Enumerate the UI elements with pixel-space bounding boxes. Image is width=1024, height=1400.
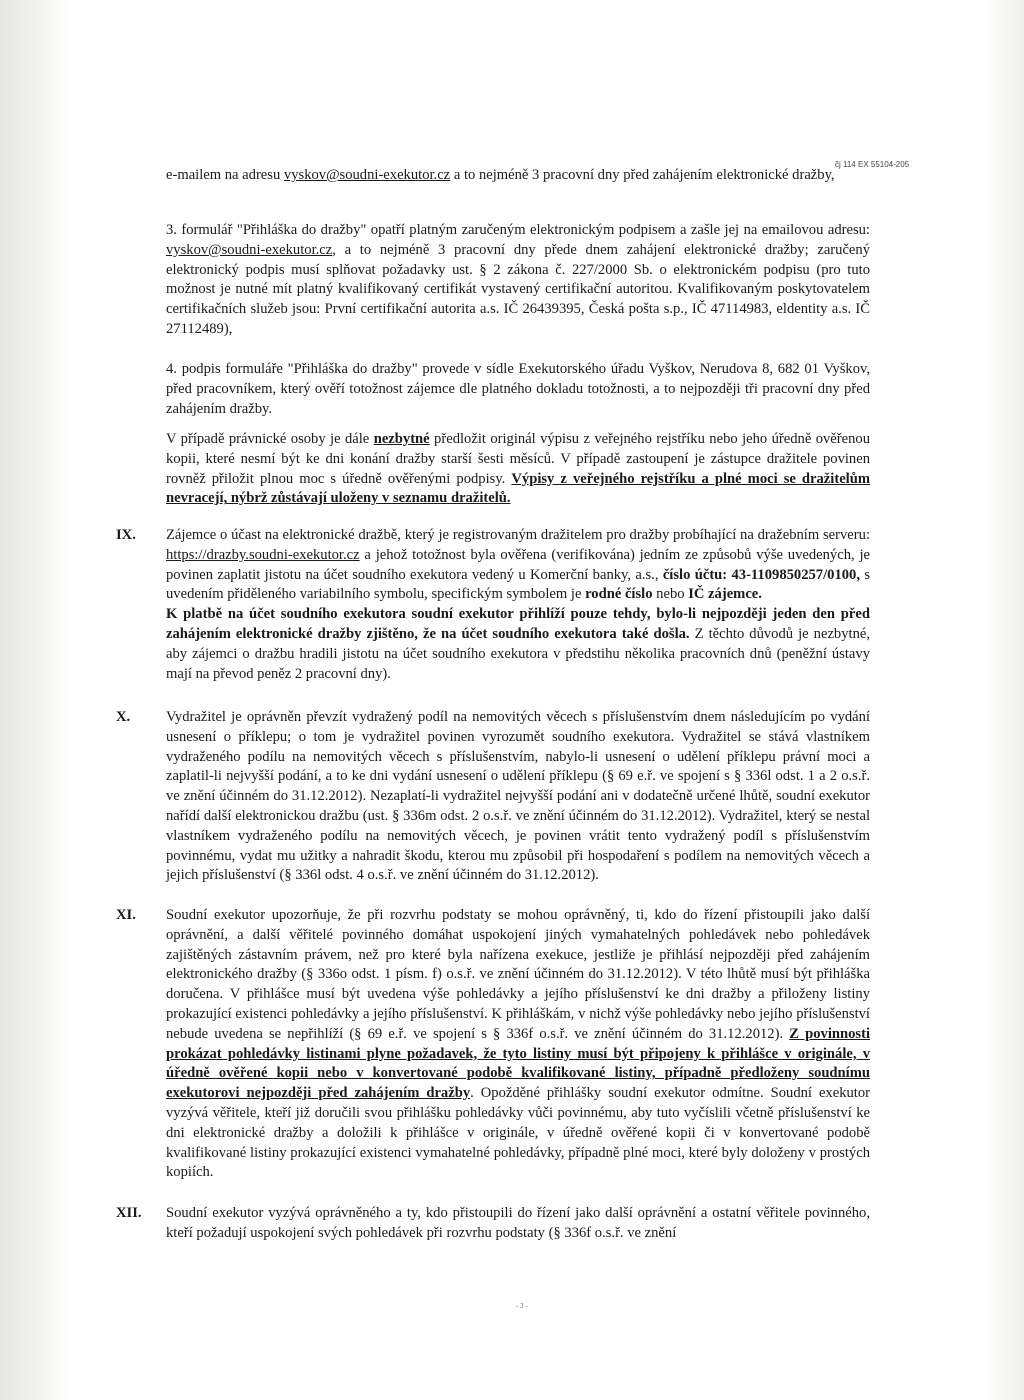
email-link[interactable]: vyskov@soudni-exekutor.cz xyxy=(166,241,333,258)
scan-edge-right xyxy=(984,0,1024,1400)
page-number: - 3 - xyxy=(516,1302,528,1310)
section-number-x: X. xyxy=(116,709,131,725)
section-xi-text: Soudní exekutor upozorňuje, že při rozvrhu podstaty se mohou oprávněný, ti, kdo do řízení přistoupili jako další oprávnění, a další věřitelé povinného domáhat uspokojení jiných vymahatelných pohledávek nebo pohledávek zajištěných zástavním právem, než pro které byla nařízena exekuce, jestliže je přihlásí nejpozději před zahájením elektronického dražby (§ 336o odst. 1 písm. f) o.s.ř. ve znění účinném do 31.12.2012). V této lhůtě musí být přihláška doručena. V přihlášce musí být uvedena výše pohledávky a jejího příslušenství ke dni dražby a přiloženy listiny prokazující existenci pohledávky a jejího příslušenství. K přihláškám, v nichž výše pohledávky nebo jejího příslušenství nebude uvedena se nepřihlíží (§ 69 e.ř. ve spojení s § 336f o.s.ř. ve znění účinném do 31.12.2012). Z povinnosti prokázat pohledávky listinami plyne požadavek, že tyto listiny musí být připojeny k přihlášce v originále, v úředně ověřené kopii nebo v konvertované podobě kvalifikované listiny, případně předloženy soudnímu exekutorovi nejpozději před zahájením dražby. Opožděné přihlášky soudní exekutor odmítne. Soudní exekutor vyzývá věřitele, kteří již doručili svou přihlášku pohledávky vůči povinnému, aby tuto vyčíslili včetně příslušenství ke dni elektronické dražby a doložili k přihlášce v originále, v úředně ověřené kopii či v konvertované podobě kvalifikované listiny prokazující existenci vymahatelné pohledávky, případně plné moci, které byly doloženy v prostých kopiích. xyxy=(166,907,871,1181)
paragraph-legal-entity: V případě právnické osoby je dále nezbytné předložit originál výpisu z veřejného rejstříku nebo jeho úředně ověřenou kopii, které nesmí být ke dni konání dražby starší šesti měsíců. V případě zastoupení je zástupce dražitele povinen rovněž přiložit plnou moc s úředně ověřenými podpisy. Výpisy z veřejného rejstříku a plné moci se dražitelům nevracejí, nýbrž zůstávají uloženy v seznamu dražitelů. xyxy=(166,431,871,507)
section-x-text: Vydražitel je oprávněn převzít vydražený podíl na nemovitých věcech s příslušenstvím dnem následujícím po vydání usnesení o příklepu; o tom je vydražitel povinen vyrozumět soudního exekutora. Vydražitel se stává vlastníkem vydraženého podílu na nemovitých věcech s příslušenstvím, nabylo-li usnesení o udělení příklepu právní moci a zaplatil-li nejvyšší podání, a to ke dni vydání usnesení o udělení příklepu (§ 69 e.ř. ve spojení s § 336l odst. 1 a 2 o.s.ř. ve znění účinném do 31.12.2012). Nezaplatí-li vydražitel nejvyšší podání ani v dodatečně určené lhůtě, soudní exekutor nařídí další elektronickou dražbu (ust. § 336m odst. 2 o.s.ř. ve znění účinném do 31.12.2012). Vydražitel, který se nestal vlastníkem vydraženého podílu na nemovitých věcech, je povinen vrátit tento vydražený podíl s příslušenstvím povinnému, vydat mu užitky a nahradit škodu, kterou mu způsobil při hospodaření s podílem na nemovitých věcech a jejich příslušenství (§ 336l odst. 4 o.s.ř. ve znění účinném do 31.12.2012). xyxy=(166,709,870,884)
section-number-xii: XII. xyxy=(116,1205,142,1221)
scan-edge-left xyxy=(0,0,70,1400)
auction-server-link[interactable]: https://drazby.soudni-exekutor.cz xyxy=(166,546,360,563)
section-number-xi: XI. xyxy=(116,907,136,923)
case-reference: čj 114 EX 55104-205 xyxy=(835,160,910,169)
paragraph-item-4: 4. podpis formuláře "Přihláška do dražby" provede v sídle Exekutorského úřadu Vyškov, Nerudova 8, 682 01 Vyškov, před pracovníkem, který ověří totožnost zájemce dle platného dokladu totožnosti, a to nejpozději tři pracovní dny před zahájením dražby. xyxy=(166,361,870,417)
section-ix-text: Zájemce o účast na elektronické dražbě, který je registrovaným dražitelem pro dražby probíhající na dražebním serveru: https://drazby.soudni-exekutor.cz a jehož totožnost byla ověřena (verifikována) jedním ze způsobů výše uvedených, je povinen zaplatit jistotu na účet soudního exekutora vedený u Komerční banky, a.s., číslo účtu: 43-1109850257/0100, s uvedením přiděleného variabilního symbolu, specifickým symbolem je rodné číslo nebo IČ zájemce. K platbě na účet soudního exekutora soudní exekutor přihlíží pouze tehdy, bylo-li nejpozději jeden den před zahájením elektronické dražby zjištěno, že na účet soudního exekutora také došla. Z těchto důvodů je nezbytné, aby zájemci o dražbu hradili jistotu na účet soudního exekutora v předstihu několika pracovních dnů (peněžní ústavy mají na převod peněz 2 pracovní dny). xyxy=(166,527,871,682)
section-number-ix: IX. xyxy=(116,527,136,543)
paragraph-email-intro: e-mailem na adresu vyskov@soudni-exekutor.cz a to nejméně 3 pracovní dny před zahájením elektronické dražby, xyxy=(166,167,835,183)
paragraph-item-3: 3. formulář "Přihláška do dražby" opatří platným zaručeným elektronickým podpisem a zašle jej na emailovou adresu: vyskov@soudni-exekutor.cz, a to nejméně 3 pracovní dny přede dnem zahájení elektronické dražby; zaručený elektronický podpis musí splňovat požadavky ust. § 2 zákona č. 227/2000 Sb. o elektronickém podpisu (pro tuto možnost je nutné mít platný kvalifikovaný certifikát vystavený certifikační autoritou. Kvalifikovaným poskytovatelem certifikačních služeb jsou: První certifikační autorita a.s. IČ 26439395, Česká pošta s.p., IČ 47114983, eldentity a.s. IČ 27112489), xyxy=(166,222,870,337)
email-link[interactable]: vyskov@soudni-exekutor.cz xyxy=(283,167,451,183)
section-xii-text: Soudní exekutor vyzývá oprávněného a ty, kdo přistoupili do řízení jako další oprávnění a ostatní věřitele povinného, kteří požadují uspokojení svých pohledávek při rozvrhu podstaty (§ 336f o.s.ř. ve znění xyxy=(166,1205,870,1241)
